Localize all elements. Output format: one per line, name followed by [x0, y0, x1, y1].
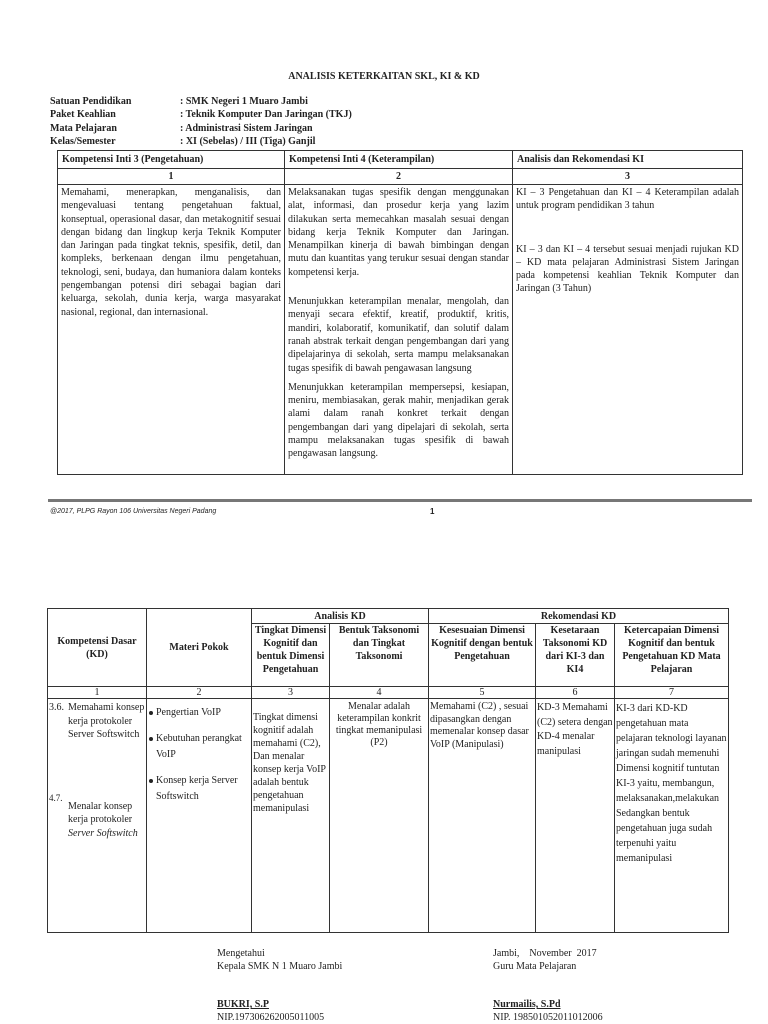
footer-divider [48, 499, 752, 502]
info-label: Kelas/Semester [50, 135, 116, 147]
analisis-cell [513, 185, 743, 475]
header-bentuk: Bentuk Taksonomi dan Tingkat Taksonomi [330, 624, 429, 687]
info-label: Mata Pelajaran [50, 122, 117, 134]
column-number: 4 [330, 687, 429, 699]
column-number: 5 [429, 687, 536, 699]
ketercapaian-cell: KI-3 dari KD-KD pengetahuan mata pelajaran teknologi layanan jaringan sudah memenuhi Dimensi kognitif tuntutan KI-3 yaitu, membangun, melaksanakan,melakukan Sedangkan bentuk pengetahuan juga sudah terpenuhi yaitu memanipulasi [615, 699, 729, 933]
header-analisis: Analisis dan Rekomendasi KI [513, 151, 743, 169]
kd-item [49, 792, 145, 841]
info-value: : SMK Negeri 1 Muaro Jambi [180, 96, 308, 107]
header-tingkat: Tingkat Dimensi Kognitif dan bentuk Dimensi Pengetahuan [252, 624, 330, 687]
materi-item: Konsep kerja Server Softswitch [148, 773, 250, 805]
signature-left [217, 947, 342, 1024]
group-rekomendasi-kd: Rekomendasi KD [429, 609, 729, 624]
info-row [50, 108, 352, 121]
info-value: : Teknik Komputer Dan Jaringan (TKJ) [180, 109, 352, 121]
header-ketercapaian: Ketercapaian Dimensi Kognitif dan bentuk Pengetahuan KD Mata Pelajaran [615, 624, 729, 687]
info-value: : XI (Sebelas) / III (Tiga) Ganjil [180, 135, 316, 147]
kesetaraan-cell: KD-3 Memahami (C2) setera dengan KD-4 menalar manipulasi [536, 699, 615, 933]
signature-label: Mengetahui [217, 948, 265, 959]
info-row [50, 135, 352, 148]
signature-right [493, 947, 603, 1024]
kd-text: Memahami konsep kerja protokoler Server Softswitch [68, 702, 145, 740]
kd-text: Menalar konsep kerja protokoler [68, 800, 133, 825]
tingkat-text: Tingkat dimensi kognitif adalah memahami (C2), Dan menalar konsep kerja VoIP adalah bentuk pengetahuan memanipulasi [253, 712, 326, 814]
info-label: Satuan Pendidikan [50, 96, 132, 107]
info-row [50, 95, 352, 108]
ki4-cell [285, 185, 513, 475]
kd-number: 3.6. [49, 702, 64, 713]
header-kd: Kompetensi Dasar (KD) [48, 609, 147, 687]
materi-cell [147, 699, 252, 933]
signature-nip: NIP.197306262005011005 [217, 1012, 325, 1023]
info-value: : Administrasi Sistem Jaringan [180, 122, 313, 134]
kd-text-italic: Server Softswitch [68, 827, 138, 839]
info-row [50, 122, 352, 135]
header-materi: Materi Pokok [147, 609, 252, 687]
signature-nip: NIP. 198501052011012006 [493, 1012, 603, 1023]
column-number: 7 [615, 687, 729, 699]
column-number: 3 [513, 169, 743, 185]
kd-number: 4.7. [49, 792, 63, 803]
group-analisis-kd: Analisis KD [252, 609, 429, 624]
materi-item: Pengertian VoIP [148, 705, 250, 721]
materi-item: Kebutuhan perangkat VoIP [148, 731, 250, 763]
column-number: 6 [536, 687, 615, 699]
page-number: 1 [430, 507, 435, 516]
header-kesesuaian: Kesesuaian Dimensi Kognitif dengan bentuk Pengetahuan [429, 624, 536, 687]
kesesuaian-cell: Memahami (C2) , sesuai dipasangkan dengan memenalar konsep dasar VoIP (Manipulasi) [429, 699, 536, 933]
kd-item [49, 701, 145, 742]
analisis-paragraph: KI – 3 dan KI – 4 tersebut sesuai menjadi rujukan KD – KD mata pelajaran Administrasi Sistem Jaringan pada kompetensi keahlian Teknik Komputer dan Jaringan (3 Tahun) [516, 243, 739, 295]
signature-position: Guru Mata Pelajaran [493, 961, 577, 972]
analisis-paragraph: KI – 3 Pengetahuan dan KI – 4 Keterampilan adalah untuk program pendidikan 3 tahun [516, 187, 739, 212]
signature-position: Kepala SMK N 1 Muaro Jambi [217, 961, 343, 972]
ki4-paragraph: Menunjukkan keterampilan menalar, mengolah, dan menyaji secara efektif, kreatif, produktif, kritis, mandiri, kolaboratif, komunikatif, dan solutif dalam ranah abstrak terkait dengan pengembangan dari yang dipelajarinya di sekolah, serta mampu melaksanakan tugas spesifik di bawah pengawasan langsung [288, 296, 509, 374]
signature-name: Nurmailis, S.Pd [493, 999, 561, 1010]
info-label: Paket Keahlian [50, 109, 116, 121]
info-block [50, 95, 352, 148]
ki3-text: Memahami, menerapkan, menganalisis, dan mengevaluasi tentang pengetahuan faktual, konseptual, operasional dasar, dan metakognitif sesuai dengan bidang dan lingkup kerja Teknik Komputer dan Jaringan pada tingkat teknis, spesifik, detil, dan kompleks, berkenaan dengan ilmu pengetahuan, teknologi, seni, budaya, dan humaniora dalam konteks pengembangan potensi diri sebagai bagian dari keluarga, sekolah, dunia kerja, warga masyarakat nasional, regional, dan internasional. [58, 185, 285, 475]
header-kesetaraan: Kesetaraan Taksonomi KD dari KI-3 dan KI4 [536, 624, 615, 687]
document-title: ANALISIS KETERKAITAN SKL, KI & KD [288, 71, 480, 82]
column-number: 3 [252, 687, 330, 699]
header-ki3: Kompetensi Inti 3 (Pengetahuan) [58, 151, 285, 169]
column-number: 1 [58, 169, 285, 185]
signature-name: BUKRI, S.P [217, 999, 269, 1010]
header-ki4: Kompetensi Inti 4 (Keterampilan) [285, 151, 513, 169]
kd-analysis-table [47, 608, 729, 933]
column-number: 1 [48, 687, 147, 699]
bentuk-cell: Menalar adalah keterampilan konkrit tingkat memanipulasi (P2) [330, 699, 429, 933]
ki4-paragraph: Melaksanakan tugas spesifik dengan menggunakan alat, informasi, dan prosedur kerja yang lazim dilakukan serta memecahkan masalah sesuai dengan bidang kerja Teknik Komputer dan Jaringan. Menampilkan kinerja di bawah bimbingan dengan mutu dan kuantitas yang terukur sesuai dengan standar kompetensi kerja. [288, 187, 509, 278]
ki-analysis-table [57, 150, 743, 475]
footer-text: @2017, PLPG Rayon 106 Universitas Negeri Padang [50, 508, 217, 515]
signature-date: Jambi, November 2017 [493, 948, 597, 959]
column-number: 2 [147, 687, 252, 699]
tingkat-cell [252, 699, 330, 933]
ki4-paragraph: Menunjukkan keterampilan mempersepsi, kesiapan, meniru, membiasakan, gerak mahir, menjadikan gerak alami dalam ranah konkret terkait dengan pengembangan dari yang dipelajari di sekolah, serta mampu melaksanakan tugas spesifik di bawah pengawasan langsung. [288, 381, 509, 460]
kd-cell [48, 699, 147, 933]
column-number: 2 [285, 169, 513, 185]
